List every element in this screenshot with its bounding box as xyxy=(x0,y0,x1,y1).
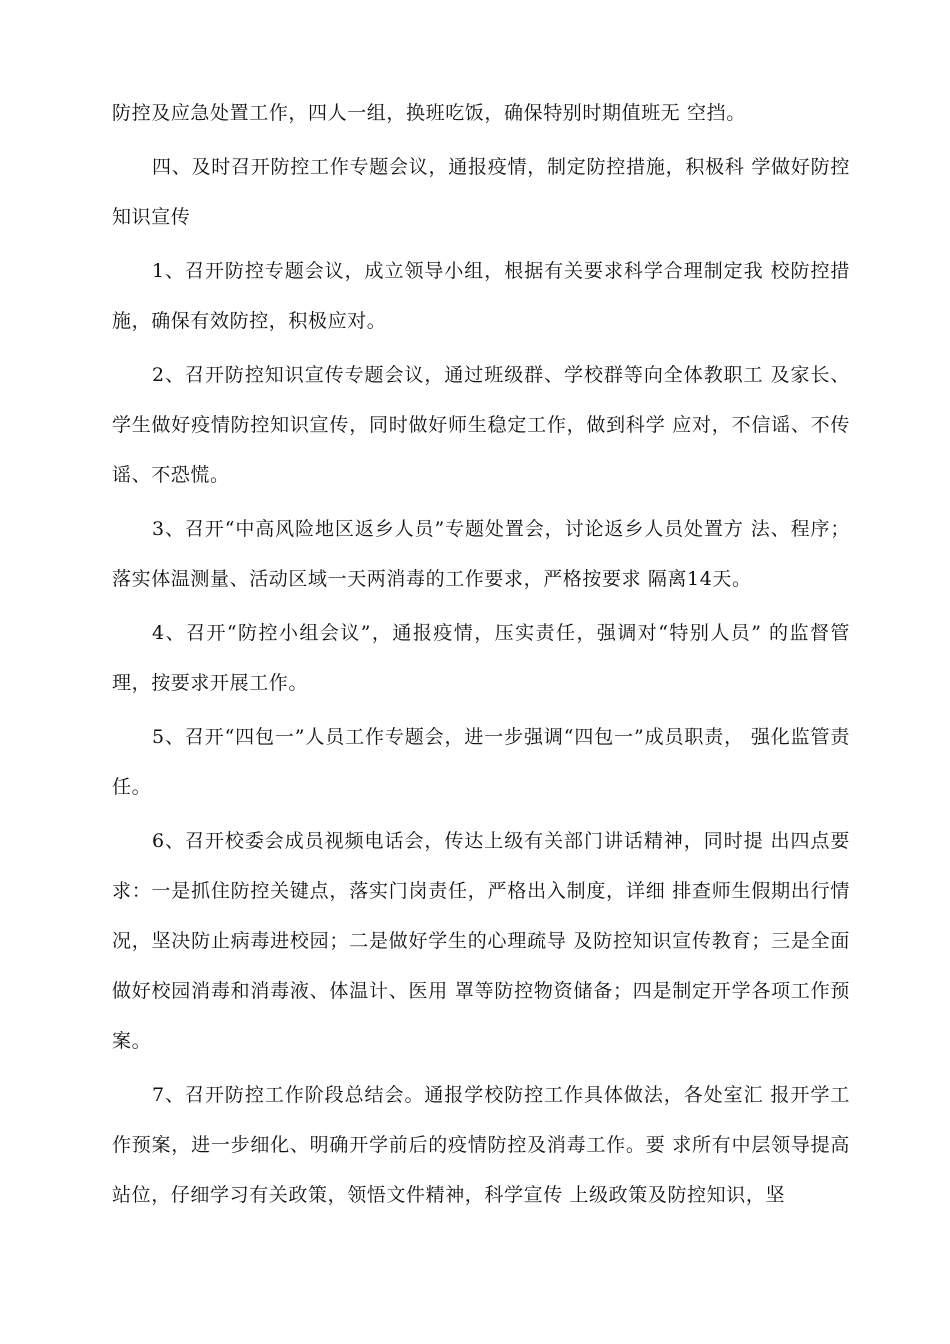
list-item-4: 4、召开“防控小组会议”，通报疫情，压实责任，强调对“特别人员” 的监督管理，按要求开展工作。 xyxy=(112,622,850,694)
paragraph-continuation: 防控及应急处置工作，四人一组，换班吃饭，确保特别时期值班无 空挡。 xyxy=(112,102,746,124)
list-item-7: 7、召开防控工作阶段总结会。通报学校防控工作具体做法，各处室汇 报开学工作预案，进一步细化、明确开学前后的疫情防控及消毒工作。要 求所有中层领导提高站位，仔细学习有关政策，领悟文件精神，科学宣传 上级政策及防控知识，坚 xyxy=(112,1084,850,1206)
list-item-3: 3、召开“中高风险地区返乡人员”专题处置会，讨论返乡人员处置方 法、程序；落实体温测量、活动区域一天两消毒的工作要求，严格按要求 隔离14天。 xyxy=(112,518,850,590)
list-item-6: 6、召开校委会成员视频电话会，传达上级有关部门讲话精神，同时提 出四点要求：一是抓住防控关键点，落实门岗责任，严格出入制度，详细 排查师生假期出行情况，坚决防止病毒进校园；二是做好学生的心理疏导 及防控知识宣传教育；三是全面做好校园消毒和消毒液、体温计、医用 罩等防控物资储备；四是制定开学各项工作预案。 xyxy=(112,830,850,1052)
list-item-1: 1、召开防控专题会议，成立领导小组，根据有关要求科学合理制定我 校防控措施，确保有效防控，积极应对。 xyxy=(112,260,850,332)
list-item-5: 5、召开“四包一”人员工作专题会，进一步强调“四包一”成员职责， 强化监管责任。 xyxy=(112,726,850,798)
section-heading-four: 四、及时召开防控工作专题会议，通报疫情，制定防控措施，积极科 学做好防控知识宣传 xyxy=(112,156,850,228)
list-item-2: 2、召开防控知识宣传专题会议，通过班级群、学校群等向全体教职工 及家长、学生做好疫情防控知识宣传，同时做好师生稳定工作，做到科学 应对，不信谣、不传谣、不恐慌。 xyxy=(112,364,850,486)
document-body xyxy=(112,88,850,1220)
